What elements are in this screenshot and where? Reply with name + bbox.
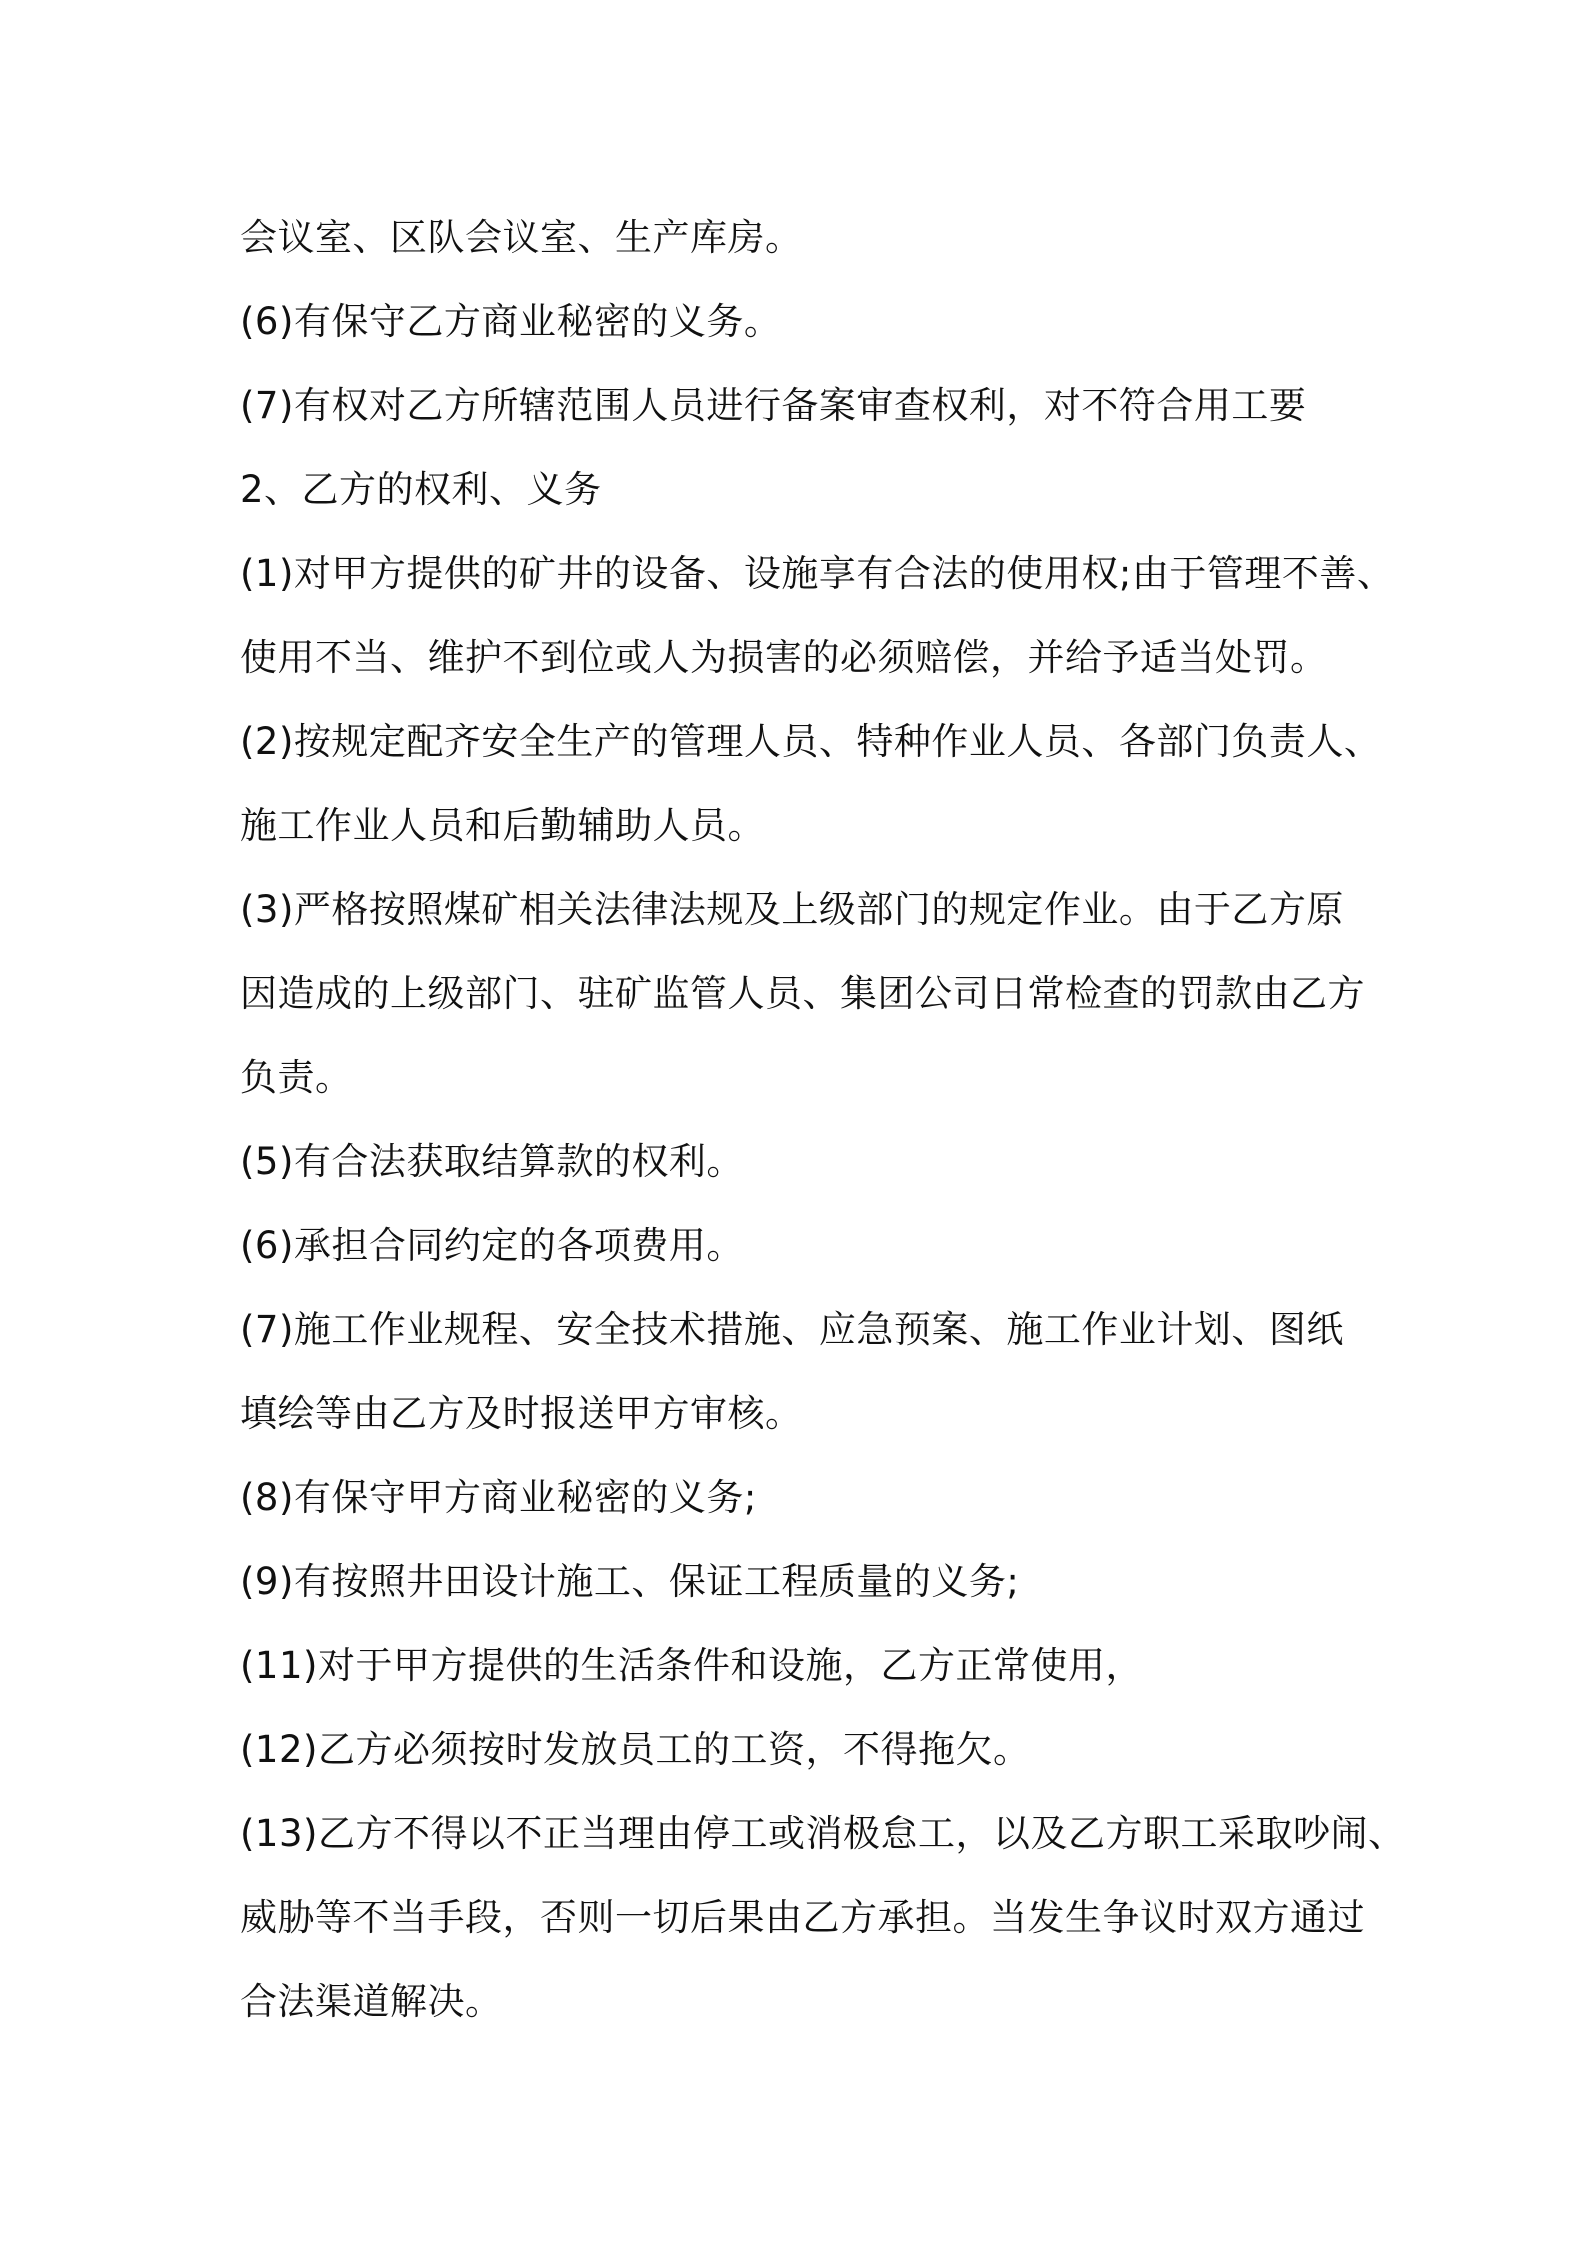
text-line: (7)施工作业规程、安全技术措施、应急预案、施工作业计划、图纸 — [240, 1308, 1344, 1351]
text-line: (12)乙方必须按时发放员工的工资，不得拖欠。 — [240, 1728, 1031, 1771]
text-line: 威胁等不当手段，否则一切后果由乙方承担。当发生争议时双方通过 — [240, 1896, 1365, 1939]
text-line: 施工作业人员和后勤辅助人员。 — [240, 804, 765, 847]
text-line: (5)有合法获取结算款的权利。 — [240, 1140, 744, 1183]
text-line: (1)对甲方提供的矿井的设备、设施享有合法的使用权;由于管理不善、 — [240, 552, 1395, 595]
text-line: (3)严格按照煤矿相关法律法规及上级部门的规定作业。由于乙方原 — [240, 888, 1344, 931]
text-line: 因造成的上级部门、驻矿监管人员、集团公司日常检查的罚款由乙方 — [240, 972, 1365, 1015]
text-line: (11)对于甲方提供的生活条件和设施，乙方正常使用， — [240, 1644, 1143, 1687]
text-line: (6)有保守乙方商业秘密的义务。 — [240, 300, 782, 343]
text-line: (13)乙方不得以不正当理由停工或消极怠工，以及乙方职工采取吵闹、 — [240, 1812, 1406, 1855]
text-line: 使用不当、维护不到位或人为损害的必须赔偿，并给予适当处罚。 — [240, 636, 1328, 679]
text-line: 合法渠道解决。 — [240, 1980, 503, 2023]
document-body — [240, 196, 1410, 2044]
text-line: (8)有保守甲方商业秘密的义务; — [240, 1476, 757, 1519]
text-line: (2)按规定配齐安全生产的管理人员、特种作业人员、各部门负责人、 — [240, 720, 1382, 763]
text-line: (6)承担合同约定的各项费用。 — [240, 1224, 744, 1267]
text-line: 填绘等由乙方及时报送甲方审核。 — [240, 1392, 803, 1435]
text-line: 会议室、区队会议室、生产库房。 — [240, 216, 803, 259]
text-line: (7)有权对乙方所辖范围人员进行备案审查权利，对不符合用工要 — [240, 384, 1307, 427]
section-heading: 2、乙方的权利、义务 — [240, 468, 602, 511]
text-line: 负责。 — [240, 1056, 353, 1099]
text-line: (9)有按照井田设计施工、保证工程质量的义务; — [240, 1560, 1020, 1603]
